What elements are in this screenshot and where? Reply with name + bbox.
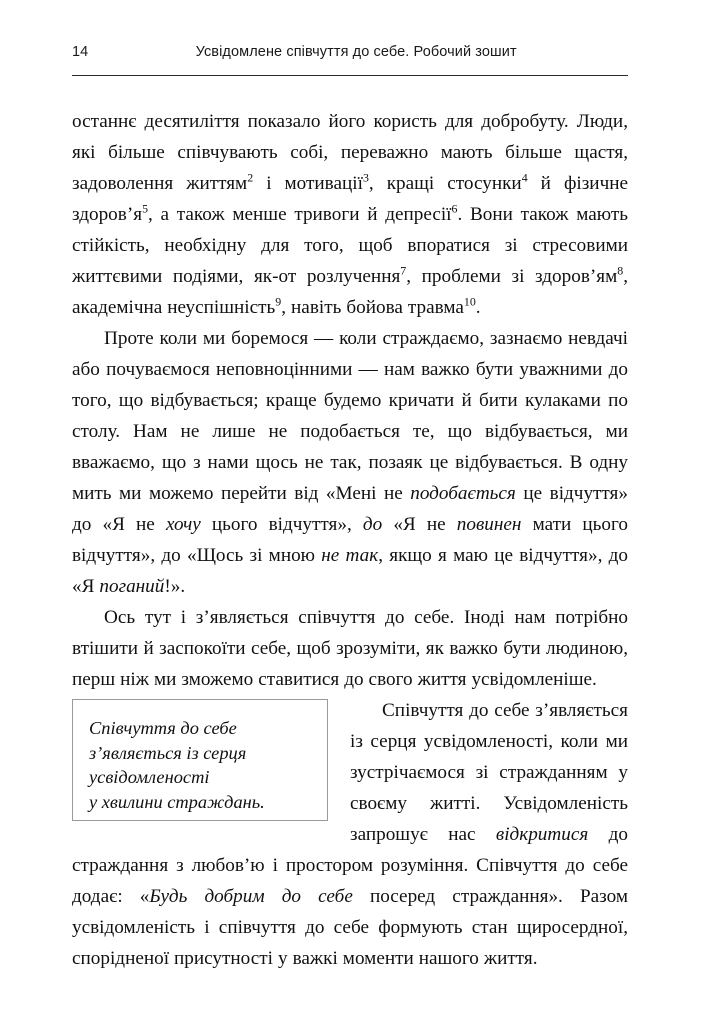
p2-seg-5: мати цього відчуття», до «Щось зі мною [72,514,628,566]
footnote-ref-4: 4 [521,170,528,185]
footnote-ref-5: 5 [142,201,149,216]
p2-emphasis-1: подобається [410,483,516,504]
paragraph-3: Ось тут і з’являється співчуття до себе. Іноді нам потрібно втішити й заспокоїти себе, щоб зрозуміти, як важко бути людиною, перш ніж ми зможемо ставитися до свого життя усвідомленіше. [72,607,628,690]
p1-seg-3: , кращі стосунки [368,173,522,194]
p1-seg-8: , академічна неуспішність [72,266,628,318]
p1-seg-1: останнє десятиліття показало його користь для добробуту. Люди, які більше співчувають собі, переважно мають більше щастя, задоволення життям [72,111,628,194]
p1-seg-4: й фізичне здоров’я [72,173,629,225]
p1-seg-6: . Вони також мають стійкість, необхідну для того, щоб впоратися зі стресовими життєвими подіями, як-от розлучення [72,204,628,287]
running-header [72,44,628,60]
p4-emphasis-1: відкритися [495,824,589,845]
p1-seg-7: , проблеми зі здоров’ям [406,266,618,287]
body-text-block [72,106,628,974]
header-divider [72,75,628,76]
p2-emphasis-4: повинен [456,514,522,535]
pullquote-line-1: Співчуття до себе [89,718,237,738]
p2-emphasis-5: не так [321,545,379,566]
p1-seg-9: , навіть бойова травма [281,297,464,318]
paragraph-2 [72,323,628,602]
p2-seg-1: Проте коли ми боремося — коли страждаємо, зазнаємо невдачі або почуваємося неповноцінними — нам важко бути уважними до того, що відбувається; краще будемо кричати й бити кулаками по столу. Нам не лише не подобається те, що відбувається, ми вважаємо, що з нами щось не так, позаяк це відбувається. В одну мить ми можемо перейти від «Мені не [72,328,628,504]
p2-seg-6: , якщо я маю це відчуття», до «Я [72,545,628,597]
p4-seg-2: до страждання з любов’ю і простором розуміння. Співчуття до себе додає: « [72,824,628,907]
p2-seg-3: цього відчуття», [200,514,363,535]
p2-seg-2: це відчуття» до «Я не [72,483,628,535]
footnote-ref-3: 3 [362,170,369,185]
p2-emphasis-3: до [362,514,383,535]
p1-seg-5: , а також менше тривоги й депресії [148,204,452,225]
p2-emphasis-6: поганий [99,576,165,597]
p1-seg-2: і мотивації [253,173,363,194]
p1-seg-10: . [475,297,481,318]
footnote-ref-7: 7 [400,263,407,278]
footnote-ref-6: 6 [451,201,458,216]
footnote-ref-8: 8 [617,263,624,278]
footnote-ref-9: 9 [275,294,282,309]
page-number: 14 [72,44,89,60]
pullquote-line-3: усвідомленості [89,767,210,787]
p4-emphasis-2: Будь добрим до себе [149,886,353,907]
p2-emphasis-2: хочу [165,514,201,535]
pullquote-box [72,699,328,821]
p2-seg-7: !». [164,576,186,597]
footnote-ref-2: 2 [247,170,254,185]
footnote-ref-10: 10 [463,294,476,309]
pullquote-line-4: у хвилини страждань. [89,791,265,812]
running-title: Усвідомлене співчуття до себе. Робочий зошит [195,44,517,60]
p4-seg-1: Співчуття до себе з’являється із серця усвідомленості, коли ми зустрічаємося зі стражданням у своєму житті. Усвідомленість запрошує нас [350,700,628,845]
pullquote-line-2: з’являється із серця [89,742,247,763]
p4-seg-3: посеред страждання». Разом усвідомленість і співчуття до себе формують стан щиросердної, спорідненої присутності у важкі моменти нашого життя. [72,886,628,969]
paragraph-1 [72,106,628,323]
p2-seg-4: «Я не [382,514,457,535]
